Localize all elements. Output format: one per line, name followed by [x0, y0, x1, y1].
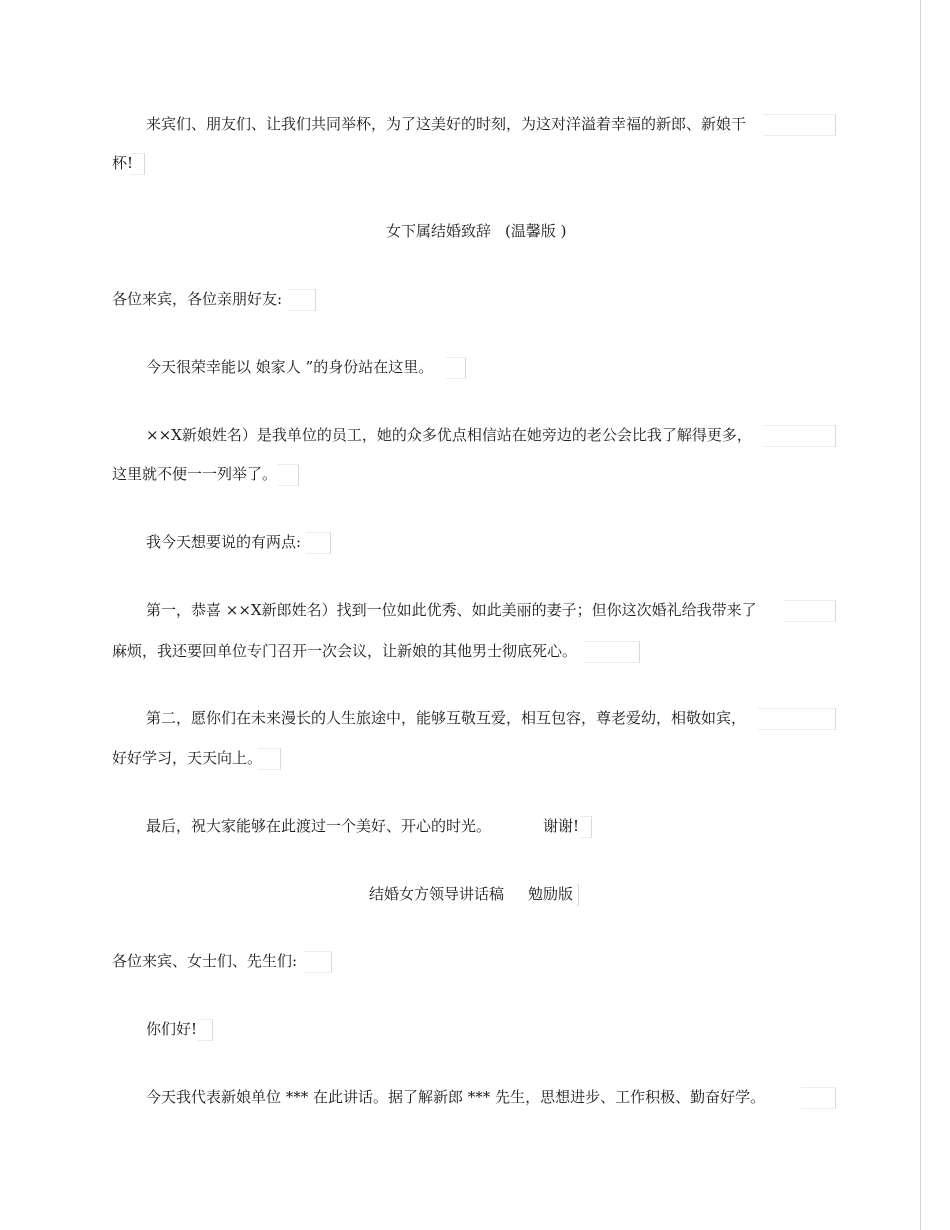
- text-box-edge: [758, 708, 836, 730]
- section-title-leader-speech: 结婚女方领导讲话稿: [369, 885, 505, 903]
- paragraph-points: 我今天想要说的有两点:: [146, 533, 302, 551]
- text-box-edge: [575, 884, 579, 906]
- toast-line-1: 来宾们、朋友们、让我们共同举杯，为了这美好的时刻，为这对洋溢着幸福的新郎、新娘干: [146, 115, 747, 133]
- paragraph-intro-line-1: ××X新娘姓名）是我单位的员工，她的众多优点相信站在她旁边的老公会比我了解得更多，: [146, 426, 752, 444]
- text-box-edge: [306, 532, 331, 554]
- text-box-edge: [198, 1019, 213, 1041]
- section-title-encouragement: 勉励版: [528, 885, 574, 903]
- text-box-edge: [287, 289, 316, 311]
- page-edge: [920, 0, 921, 1230]
- paragraph-final: 最后，祝大家能够在此渡过一个美好、开心的时光。: [146, 817, 492, 835]
- paragraph-second-line-1: 第二，愿你们在未来漫长的人生旅途中，能够互敬互爱，相互包容，尊老爱幼，相敬如宾，: [146, 709, 747, 727]
- paragraph-second-line-2: 好好学习，天天向上。: [112, 749, 263, 767]
- text-box-edge: [763, 114, 836, 136]
- paragraph-hello: 你们好!: [146, 1020, 198, 1038]
- text-box-edge: [580, 816, 592, 838]
- text-box-edge: [304, 951, 332, 973]
- greeting: 各位来宾，各位亲朋好友:: [112, 290, 283, 308]
- text-box-edge: [764, 425, 836, 447]
- text-box-edge: [584, 641, 640, 663]
- text-box-edge: [801, 1087, 836, 1109]
- paragraph-identity: 今天很荣幸能以 娘家人 ”的身份站在这里。: [146, 358, 434, 376]
- paragraph-first-line-1: 第一，恭喜 ××X新郎姓名）找到一位如此优秀、如此美丽的妻子；但你这次婚礼给我带来了: [146, 601, 757, 619]
- greeting-2: 各位来宾、女士们、先生们:: [112, 952, 298, 970]
- toast-line-2: 杯!: [112, 154, 134, 172]
- paragraph-thanks: 谢谢!: [543, 817, 580, 835]
- section-title-version: (温馨版 ): [505, 222, 567, 240]
- text-box-edge: [258, 748, 281, 770]
- text-box-edge: [446, 357, 466, 379]
- paragraph-first-line-2: 麻烦，我还要回单位专门召开一次会议，让新娘的其他男士彻底死心。: [112, 642, 578, 660]
- paragraph-intro-line-2: 这里就不便一一列举了。: [112, 465, 278, 483]
- section-title-female-subordinate: 女下属结婚致辞: [386, 222, 492, 240]
- text-box-edge: [130, 153, 145, 175]
- paragraph-representative: 今天我代表新娘单位 *** 在此讲话。据了解新郎 *** 先生，思想进步、工作积极、勤奋好学。: [146, 1088, 766, 1106]
- text-box-edge: [278, 464, 299, 486]
- text-box-edge: [784, 600, 836, 622]
